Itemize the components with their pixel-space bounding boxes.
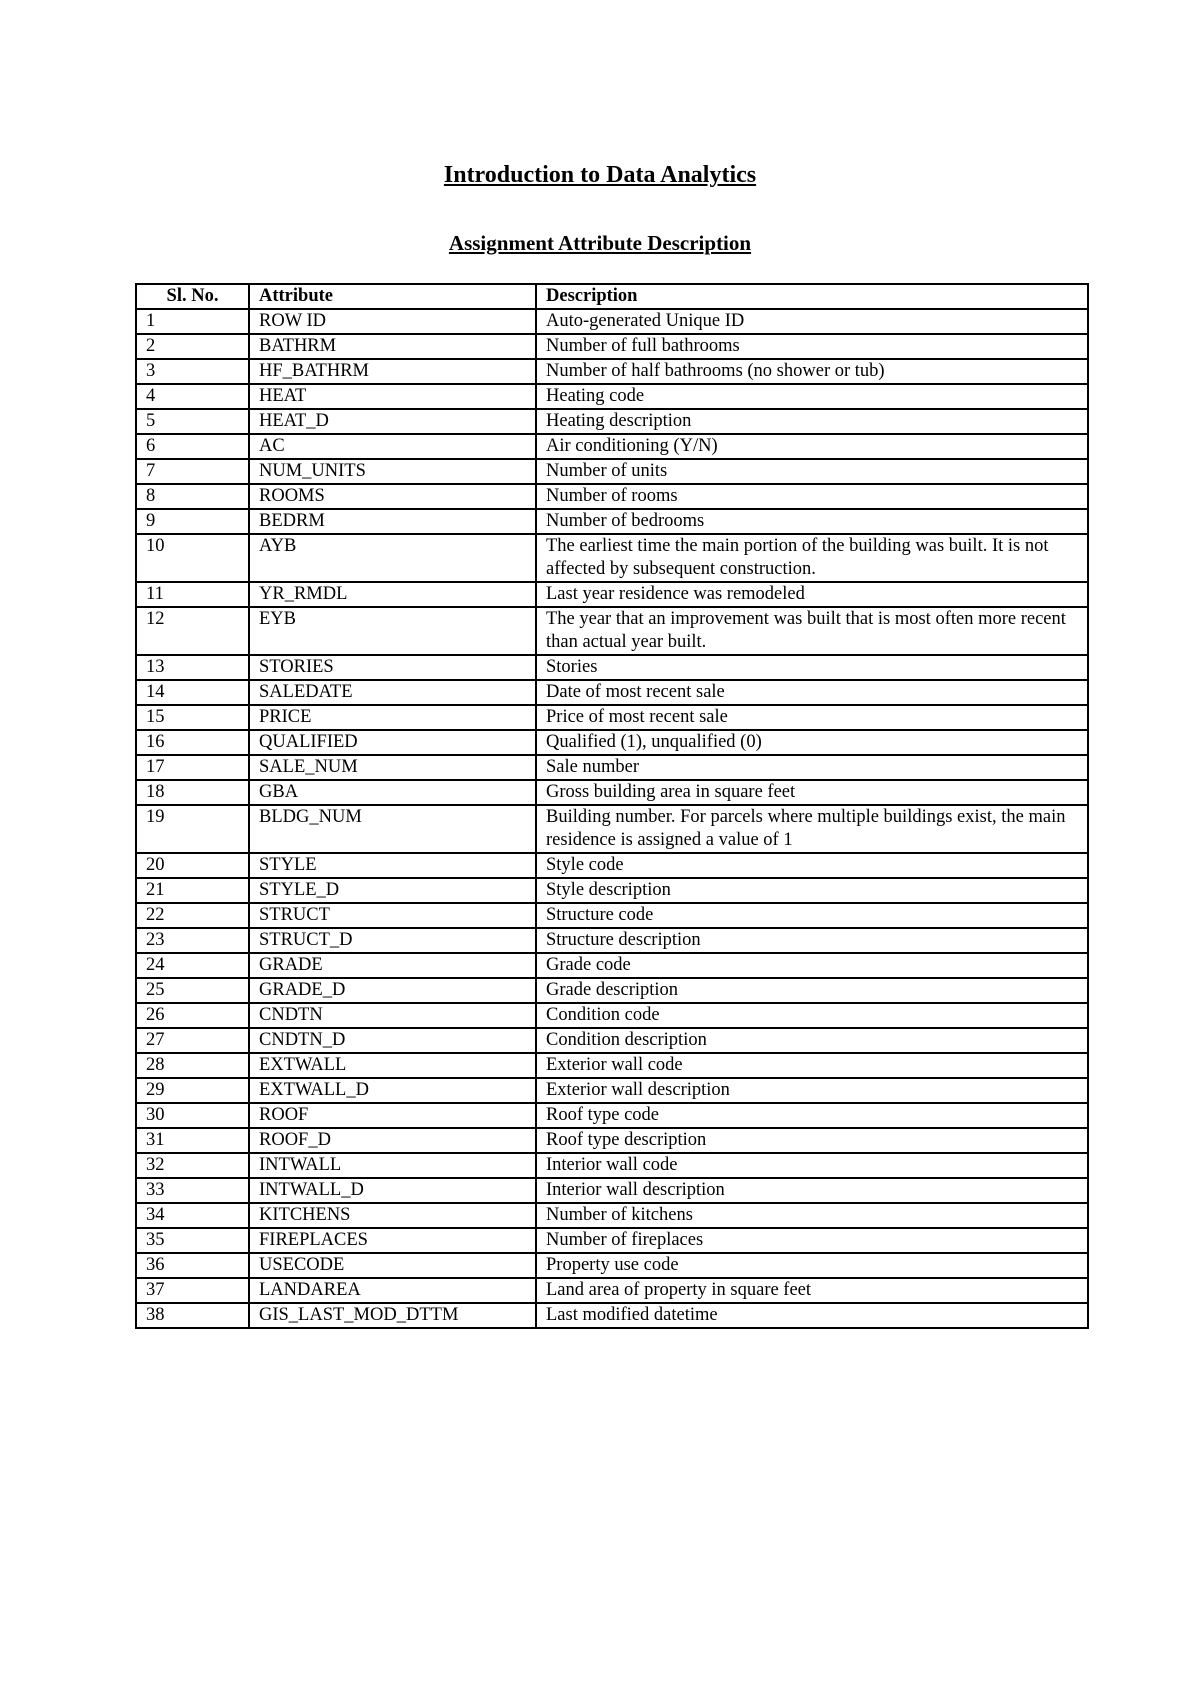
cell-attribute: EXTWALL [249,1053,536,1078]
cell-sl-no: 6 [136,434,249,459]
table-row [136,655,1088,680]
cell-description: Structure description [536,928,1088,953]
attribute-table [135,283,1089,1329]
table-row [136,1078,1088,1103]
table-row [136,359,1088,384]
table-row [136,607,1088,655]
cell-sl-no: 11 [136,582,249,607]
cell-description: Sale number [536,755,1088,780]
cell-sl-no: 17 [136,755,249,780]
table-row [136,730,1088,755]
cell-description: Roof type description [536,1128,1088,1153]
cell-attribute: BEDRM [249,509,536,534]
table-row [136,484,1088,509]
cell-description: Grade code [536,953,1088,978]
cell-attribute: STRUCT [249,903,536,928]
cell-sl-no: 33 [136,1178,249,1203]
cell-description: Number of kitchens [536,1203,1088,1228]
cell-description: Style code [536,853,1088,878]
cell-description: Number of full bathrooms [536,334,1088,359]
cell-sl-no: 4 [136,384,249,409]
table-row [136,853,1088,878]
cell-sl-no: 24 [136,953,249,978]
cell-description: Number of fireplaces [536,1228,1088,1253]
table-header [136,284,1088,309]
table-row [136,534,1088,582]
table-row [136,1178,1088,1203]
page-subtitle: Assignment Attribute Description [448,231,752,255]
cell-sl-no: 27 [136,1028,249,1053]
cell-attribute: ROOMS [249,484,536,509]
cell-description: Number of bedrooms [536,509,1088,534]
cell-sl-no: 30 [136,1103,249,1128]
cell-attribute: FIREPLACES [249,1228,536,1253]
column-header-sl-no: Sl. No. [136,284,249,309]
cell-attribute: GBA [249,780,536,805]
cell-attribute: AC [249,434,536,459]
cell-description: Structure code [536,903,1088,928]
cell-description: Property use code [536,1253,1088,1278]
cell-description: Exterior wall description [536,1078,1088,1103]
table-row [136,1053,1088,1078]
cell-sl-no: 9 [136,509,249,534]
cell-attribute: SALEDATE [249,680,536,705]
cell-sl-no: 8 [136,484,249,509]
table-row [136,309,1088,334]
cell-attribute: GRADE_D [249,978,536,1003]
cell-attribute: STYLE [249,853,536,878]
cell-sl-no: 13 [136,655,249,680]
table-header-row [136,284,1088,309]
cell-sl-no: 25 [136,978,249,1003]
cell-attribute: GRADE [249,953,536,978]
cell-description: Grade description [536,978,1088,1003]
cell-description: Gross building area in square feet [536,780,1088,805]
table-row [136,1128,1088,1153]
table-row [136,928,1088,953]
cell-sl-no: 2 [136,334,249,359]
page-title: Introduction to Data Analytics [443,162,757,188]
cell-description: Air conditioning (Y/N) [536,434,1088,459]
cell-description: Number of units [536,459,1088,484]
cell-sl-no: 34 [136,1203,249,1228]
cell-attribute: CNDTN [249,1003,536,1028]
table-row [136,1253,1088,1278]
cell-description: Roof type code [536,1103,1088,1128]
cell-attribute: ROW ID [249,309,536,334]
cell-sl-no: 36 [136,1253,249,1278]
table-row [136,680,1088,705]
table-row [136,805,1088,853]
cell-description: The year that an improvement was built that is most often more recent than actual year built. [536,607,1088,655]
cell-sl-no: 18 [136,780,249,805]
cell-attribute: BATHRM [249,334,536,359]
table-row [136,409,1088,434]
table-row [136,1153,1088,1178]
cell-attribute: QUALIFIED [249,730,536,755]
cell-description: Style description [536,878,1088,903]
cell-attribute: EYB [249,607,536,655]
cell-sl-no: 32 [136,1153,249,1178]
cell-attribute: YR_RMDL [249,582,536,607]
table-row [136,780,1088,805]
cell-attribute: LANDAREA [249,1278,536,1303]
cell-sl-no: 14 [136,680,249,705]
cell-description: Building number. For parcels where multiple buildings exist, the main residence is assigned a value of 1 [536,805,1088,853]
table-row [136,953,1088,978]
cell-description: Last modified datetime [536,1303,1088,1328]
cell-sl-no: 22 [136,903,249,928]
cell-sl-no: 37 [136,1278,249,1303]
cell-sl-no: 12 [136,607,249,655]
table-row [136,755,1088,780]
cell-description: Date of most recent sale [536,680,1088,705]
cell-sl-no: 38 [136,1303,249,1328]
table-row [136,1228,1088,1253]
cell-attribute: INTWALL [249,1153,536,1178]
cell-description: The earliest time the main portion of the building was built. It is not affected by subsequent construction. [536,534,1088,582]
cell-description: Number of rooms [536,484,1088,509]
table-row [136,1103,1088,1128]
cell-description: Auto-generated Unique ID [536,309,1088,334]
cell-sl-no: 26 [136,1003,249,1028]
table-row [136,459,1088,484]
cell-sl-no: 7 [136,459,249,484]
cell-sl-no: 31 [136,1128,249,1153]
cell-attribute: STYLE_D [249,878,536,903]
table-row [136,705,1088,730]
cell-attribute: KITCHENS [249,1203,536,1228]
table-row [136,582,1088,607]
cell-sl-no: 19 [136,805,249,853]
table-row [136,509,1088,534]
cell-description: Heating description [536,409,1088,434]
cell-description: Stories [536,655,1088,680]
cell-attribute: HEAT [249,384,536,409]
cell-sl-no: 29 [136,1078,249,1103]
cell-sl-no: 10 [136,534,249,582]
cell-sl-no: 35 [136,1228,249,1253]
cell-description: Price of most recent sale [536,705,1088,730]
cell-description: Number of half bathrooms (no shower or tub) [536,359,1088,384]
table-row [136,434,1088,459]
table-row [136,1278,1088,1303]
column-header-description: Description [536,284,1088,309]
cell-sl-no: 21 [136,878,249,903]
cell-sl-no: 28 [136,1053,249,1078]
cell-attribute: STRUCT_D [249,928,536,953]
table-row [136,1303,1088,1328]
table-row [136,978,1088,1003]
cell-description: Condition code [536,1003,1088,1028]
table-row [136,903,1088,928]
cell-description: Last year residence was remodeled [536,582,1088,607]
cell-sl-no: 20 [136,853,249,878]
cell-description: Interior wall code [536,1153,1088,1178]
cell-sl-no: 3 [136,359,249,384]
column-header-attribute: Attribute [249,284,536,309]
cell-attribute: ROOF_D [249,1128,536,1153]
table-row [136,1028,1088,1053]
table-row [136,878,1088,903]
cell-attribute: SALE_NUM [249,755,536,780]
cell-attribute: NUM_UNITS [249,459,536,484]
cell-description: Condition description [536,1028,1088,1053]
table-row [136,384,1088,409]
cell-attribute: HF_BATHRM [249,359,536,384]
cell-sl-no: 23 [136,928,249,953]
table-body [136,309,1088,1328]
cell-attribute: INTWALL_D [249,1178,536,1203]
cell-description: Exterior wall code [536,1053,1088,1078]
cell-attribute: GIS_LAST_MOD_DTTM [249,1303,536,1328]
cell-sl-no: 1 [136,309,249,334]
cell-description: Interior wall description [536,1178,1088,1203]
cell-attribute: USECODE [249,1253,536,1278]
cell-sl-no: 5 [136,409,249,434]
cell-attribute: STORIES [249,655,536,680]
cell-attribute: CNDTN_D [249,1028,536,1053]
cell-sl-no: 15 [136,705,249,730]
cell-description: Heating code [536,384,1088,409]
cell-attribute: ROOF [249,1103,536,1128]
cell-attribute: PRICE [249,705,536,730]
cell-attribute: BLDG_NUM [249,805,536,853]
cell-attribute: EXTWALL_D [249,1078,536,1103]
cell-attribute: AYB [249,534,536,582]
table-row [136,1203,1088,1228]
cell-description: Land area of property in square feet [536,1278,1088,1303]
cell-attribute: HEAT_D [249,409,536,434]
cell-description: Qualified (1), unqualified (0) [536,730,1088,755]
table-row [136,1003,1088,1028]
cell-sl-no: 16 [136,730,249,755]
table-row [136,334,1088,359]
